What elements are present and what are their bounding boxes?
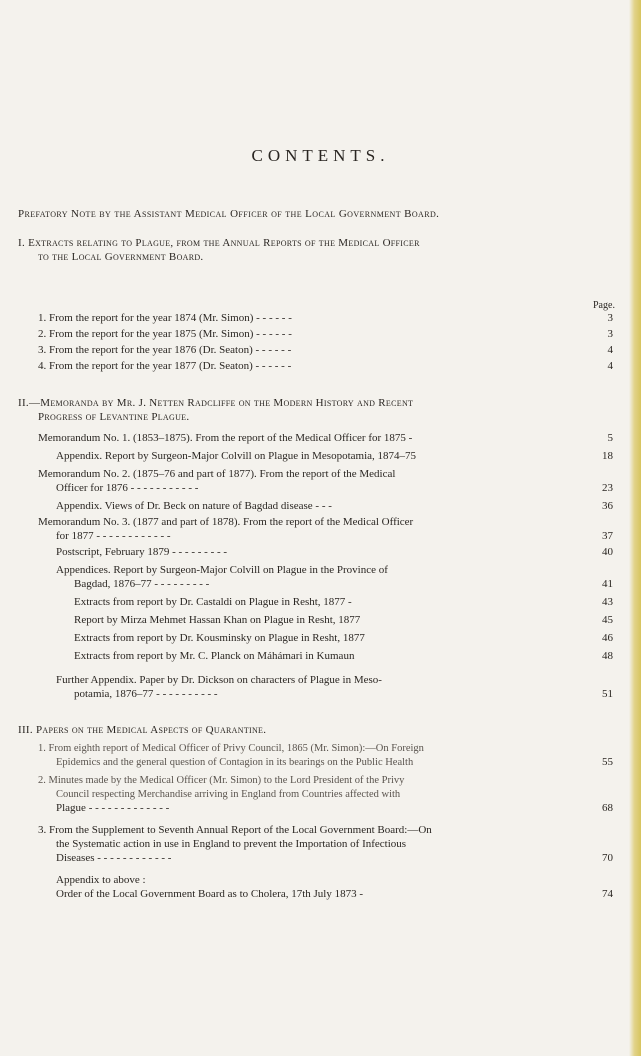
page-number: 18 xyxy=(602,450,613,462)
page-number: 4 xyxy=(607,360,613,372)
entry-text: Postscript, February 1879 - - - - - - - - - xyxy=(56,546,228,558)
toc-entry xyxy=(56,450,416,463)
section-1-heading xyxy=(18,236,622,264)
page-number: 74 xyxy=(602,888,613,900)
section-3-heading-line1: III. Papers on the Medical Aspects of Quarantine. xyxy=(18,724,267,736)
entry-text: Bagdad, 1876–77 - - - - - - - - - xyxy=(74,578,210,590)
page-number: 3 xyxy=(607,328,613,340)
page-number: 51 xyxy=(602,688,613,700)
entry-text: 1. From the report for the year 1874 (Mr. Simon) - - - - - - xyxy=(38,312,292,324)
section-1-heading-line2: to the Local Government Board. xyxy=(38,251,204,263)
toc-entry xyxy=(38,360,291,373)
toc-entry xyxy=(56,674,382,687)
entry-text: Extracts from report by Mr. C. Planck on Máhámari in Kumaun xyxy=(74,650,355,662)
entry-text: Order of the Local Government Board as to Cholera, 17th July 1873 - xyxy=(56,888,364,900)
entry-text: Report by Mirza Mehmet Hassan Khan on Plague in Resht, 1877 xyxy=(74,614,361,626)
entry-text: Council respecting Merchandise arriving in England from Countries affected with xyxy=(56,789,401,800)
toc-entry xyxy=(56,546,227,559)
toc-entry-continued xyxy=(56,530,171,543)
entry-text: Extracts from report by Dr. Castaldi on Plague in Resht, 1877 - xyxy=(74,596,352,608)
page-number: 3 xyxy=(607,312,613,324)
toc-entry xyxy=(74,632,365,645)
section-1-heading-line1: I. Extracts relating to Plague, from the Annual Reports of the Medical Officer xyxy=(18,237,420,249)
entry-text: Plague - - - - - - - - - - - - - xyxy=(56,802,170,814)
toc-entry-continued xyxy=(56,756,413,769)
page-number: 46 xyxy=(602,632,613,644)
entry-text: 3. From the report for the year 1876 (Dr. Seaton) - - - - - - xyxy=(38,344,292,356)
toc-entry xyxy=(38,312,292,325)
entry-text: Memorandum No. 2. (1875–76 and part of 1877). From the report of the Medical xyxy=(38,468,396,480)
page-number: 70 xyxy=(602,852,613,864)
entry-text: 1. From eighth report of Medical Officer of Privy Council, 1865 (Mr. Simon):—On Foreign xyxy=(38,743,424,754)
entry-text: Appendices. Report by Surgeon-Major Colvill on Plague in the Province of xyxy=(56,564,388,576)
page-number: 5 xyxy=(607,432,613,444)
toc-entry xyxy=(38,516,413,529)
toc-entry xyxy=(38,774,404,787)
page-number: 4 xyxy=(607,344,613,356)
toc-entry xyxy=(56,500,332,513)
toc-entry xyxy=(74,614,360,627)
toc-entry-continued xyxy=(74,688,218,701)
toc-entry xyxy=(56,564,388,577)
page-number: 48 xyxy=(602,650,613,662)
toc-entry-continued xyxy=(56,838,406,851)
toc-entry xyxy=(38,824,432,837)
toc-entry xyxy=(56,874,146,887)
toc-entry xyxy=(38,344,291,357)
page-number: 23 xyxy=(602,482,613,494)
section-2-heading-line1: II.—Memoranda by Mr. J. Netten Radcliffe on the Modern History and Recent xyxy=(18,397,414,409)
entry-text: Appendix to above : xyxy=(56,874,146,886)
entry-text: Epidemics and the general question of Contagion in its bearings on the Public Health xyxy=(56,757,414,768)
page-number: 45 xyxy=(602,614,613,626)
entry-text: Memorandum No. 3. (1877 and part of 1878). From the report of the Medical Officer xyxy=(38,516,414,528)
page-number: 68 xyxy=(602,802,613,814)
section-2-heading-line2: Progress of Levantine Plague. xyxy=(38,411,190,423)
page-number: 40 xyxy=(602,546,613,558)
toc-entry-continued xyxy=(56,852,171,865)
prefatory-note-heading: Prefatory Note by the Assistant Medical Officer of the Local Government Board. xyxy=(18,208,440,220)
page-number: 41 xyxy=(602,578,613,590)
entry-text: potamia, 1876–77 - - - - - - - - - - xyxy=(74,688,218,700)
entry-text: Extracts from report by Dr. Kousminsky on Plague in Resht, 1877 xyxy=(74,632,365,644)
toc-entry xyxy=(38,468,395,481)
toc-entry xyxy=(38,328,292,341)
entry-text: 2. Minutes made by the Medical Officer (Mr. Simon) to the Lord President of the Privy xyxy=(38,775,405,786)
entry-text: Appendix. Views of Dr. Beck on nature of Bagdad disease - - - xyxy=(56,500,332,512)
toc-entry xyxy=(74,650,354,663)
toc-entry-continued xyxy=(74,578,209,591)
section-2-heading xyxy=(18,396,622,424)
entry-text: Memorandum No. 1. (1853–1875). From the report of the Medical Officer for 1875 - xyxy=(38,432,413,444)
entry-text: 2. From the report for the year 1875 (Mr. Simon) - - - - - - xyxy=(38,328,292,340)
toc-entry xyxy=(38,432,412,445)
toc-entry-continued xyxy=(56,802,169,815)
entry-text: the Systematic action in use in England to prevent the Importation of Infectious xyxy=(56,838,407,850)
toc-entry-continued xyxy=(56,888,363,901)
toc-entry-continued xyxy=(56,482,198,495)
page-title: CONTENTS. xyxy=(251,146,390,165)
page-number: 36 xyxy=(602,500,613,512)
entry-text: 4. From the report for the year 1877 (Dr. Seaton) - - - - - - xyxy=(38,360,292,372)
entry-text: Appendix. Report by Surgeon-Major Colvill on Plague in Mesopotamia, 1874–75 xyxy=(56,450,417,462)
page-number: 43 xyxy=(602,596,613,608)
entry-text: Diseases - - - - - - - - - - - - xyxy=(56,852,172,864)
entry-text: for 1877 - - - - - - - - - - - - xyxy=(56,530,171,542)
toc-entry xyxy=(38,742,424,755)
entry-text: Officer for 1876 - - - - - - - - - - - xyxy=(56,482,199,494)
page-number: 37 xyxy=(602,530,613,542)
page-number: 55 xyxy=(602,756,613,768)
entry-text: Further Appendix. Paper by Dr. Dickson on characters of Plague in Meso- xyxy=(56,674,382,686)
toc-entry xyxy=(74,596,352,609)
page-column-header: Page. xyxy=(593,300,615,311)
entry-text: 3. From the Supplement to Seventh Annual Report of the Local Government Board:—On xyxy=(38,824,432,836)
toc-entry-continued xyxy=(56,788,400,801)
section-3-heading xyxy=(18,723,622,737)
